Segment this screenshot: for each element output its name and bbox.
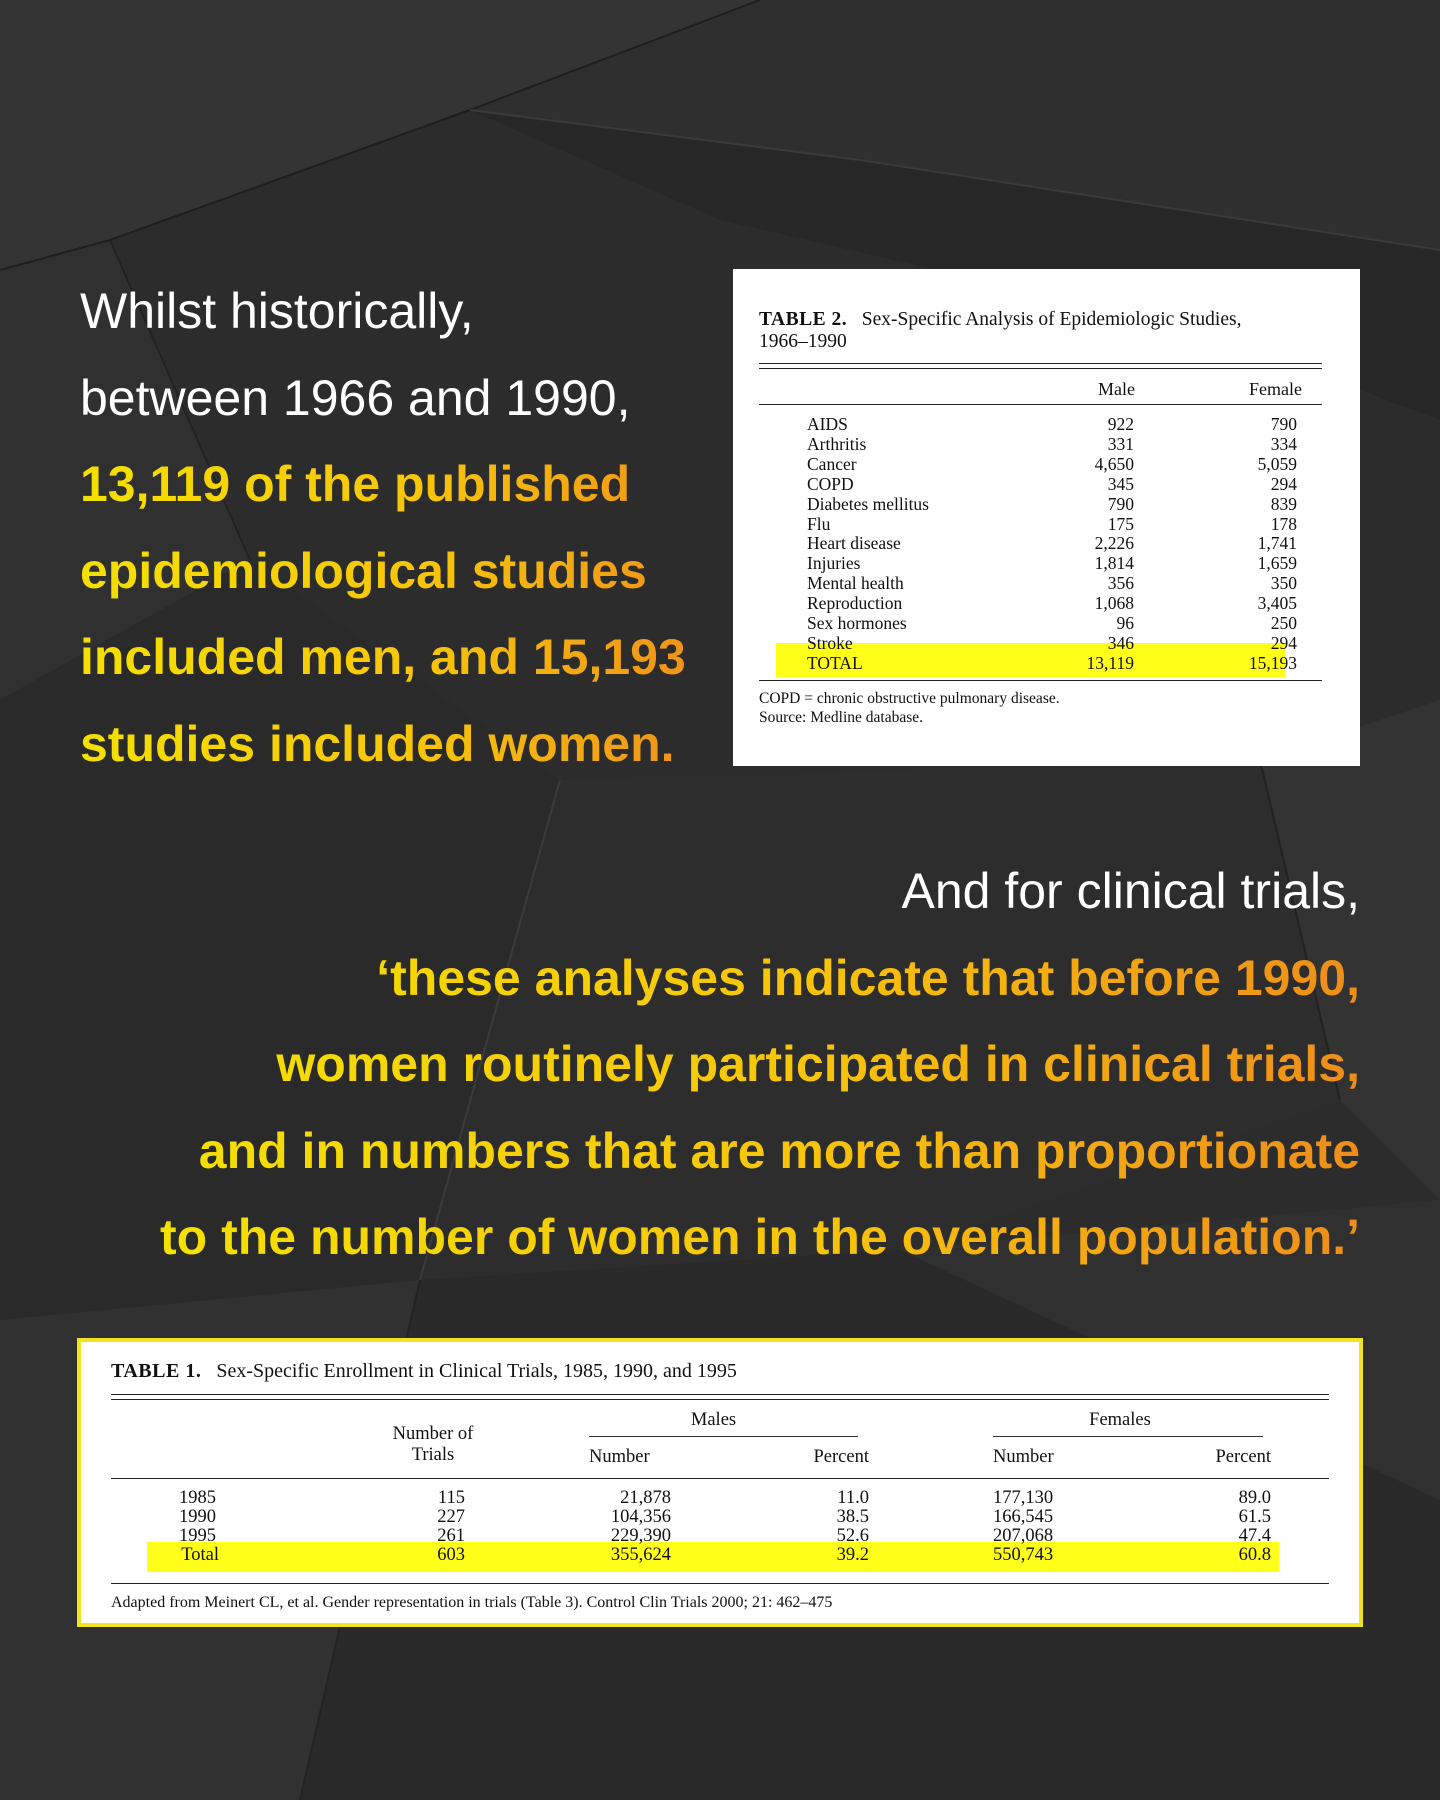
- table-1-header: [111, 1400, 1329, 1478]
- table-row: 1995 261 229,390 52.6 207,068 47.4: [179, 1526, 1271, 1546]
- header-trials-1: Number of: [392, 1424, 474, 1444]
- table-row: Flu 175 178: [807, 513, 1297, 534]
- table-row: Injuries 1,814 1,659: [807, 553, 1297, 574]
- table-1-footnote: Adapted from Meinert CL, et al. Gender representation in trials (Table 3). Control Clin Trials 2000; 21: 462–475: [111, 1594, 833, 1611]
- header-females: Females: [1089, 1410, 1151, 1430]
- table-2-title: [759, 309, 1322, 353]
- quote-line-4: and in numbers that are more than proportionate: [160, 1108, 1360, 1195]
- table-1-body: [111, 1479, 1329, 1583]
- table-row: Reproduction 1,068 3,405: [807, 593, 1297, 614]
- header-females-percent: Percent: [1215, 1447, 1271, 1467]
- table-2-epidemiologic-studies: [733, 269, 1360, 766]
- footnote-copd: COPD = chronic obstructive pulmonary disease.: [759, 689, 1060, 707]
- table-2-body: [759, 405, 1322, 674]
- table-1-title-text: Sex-Specific Enrollment in Clinical Trials, 1985, 1990, and 1995: [216, 1360, 737, 1382]
- table-1-clinical-trials: [77, 1338, 1363, 1627]
- table-2-footnote: [759, 689, 1322, 727]
- header-females-number: Number: [993, 1447, 1054, 1467]
- header-males-number: Number: [589, 1447, 650, 1467]
- table-row: Mental health 356 350: [807, 573, 1297, 594]
- table-row: 1990 227 104,356 38.5 166,545 61.5: [179, 1507, 1271, 1527]
- intro-text: [80, 268, 720, 787]
- table-row: Diabetes mellitus 790 839: [807, 493, 1297, 514]
- quote-line-1: And for clinical trials,: [901, 863, 1360, 919]
- header-male: Male: [1098, 378, 1135, 399]
- quote-text: [160, 848, 1360, 1281]
- table-2-header: [759, 374, 1322, 404]
- header-female: Female: [1249, 378, 1302, 399]
- table-row: Stroke 346 294: [807, 632, 1297, 653]
- table-2-label: TABLE 2.: [759, 309, 848, 330]
- table-row: 1985 115 21,878 11.0 177,130 89.0: [179, 1488, 1271, 1508]
- quote-line-2: ‘these analyses indicate that before 1990,: [160, 935, 1360, 1022]
- table-2-title-years: 1966–1990: [759, 331, 847, 352]
- table-1-label: TABLE 1.: [111, 1360, 202, 1382]
- header-males-percent: Percent: [813, 1447, 869, 1467]
- intro-line-4: epidemiological studies: [80, 528, 720, 615]
- table-1-title: [111, 1360, 1329, 1382]
- table-row: COPD 345 294: [807, 473, 1297, 494]
- table-row-total: Total 603 355,624 39.2 550,743 60.8: [181, 1545, 1271, 1565]
- header-males: Males: [690, 1410, 737, 1430]
- quote-line-3: women routinely participated in clinical trials,: [160, 1021, 1360, 1108]
- table-row: AIDS 922 790: [807, 414, 1297, 434]
- header-trials-2: Trials: [411, 1445, 455, 1465]
- table-row: Arthritis 331 334: [807, 433, 1297, 454]
- table-row: Sex hormones 96 250: [807, 613, 1297, 634]
- intro-line-6: studies included women.: [80, 701, 720, 788]
- footnote-source: Source: Medline database.: [759, 708, 923, 726]
- table-row-total: TOTAL 13,119 15,193: [807, 652, 1297, 673]
- table-2-title-text: Sex-Specific Analysis of Epidemiologic Studies,: [861, 309, 1242, 330]
- intro-line-3: 13,119 of the published: [80, 441, 720, 528]
- quote-line-5: to the number of women in the overall population.’: [160, 1194, 1360, 1281]
- table-row: Heart disease 2,226 1,741: [807, 533, 1297, 554]
- table-row: Cancer 4,650 5,059: [807, 453, 1297, 474]
- intro-line-2: between 1966 and 1990,: [80, 369, 631, 426]
- intro-line-1: Whilst historically,: [80, 283, 474, 339]
- intro-line-5: included men, and 15,193: [80, 614, 720, 701]
